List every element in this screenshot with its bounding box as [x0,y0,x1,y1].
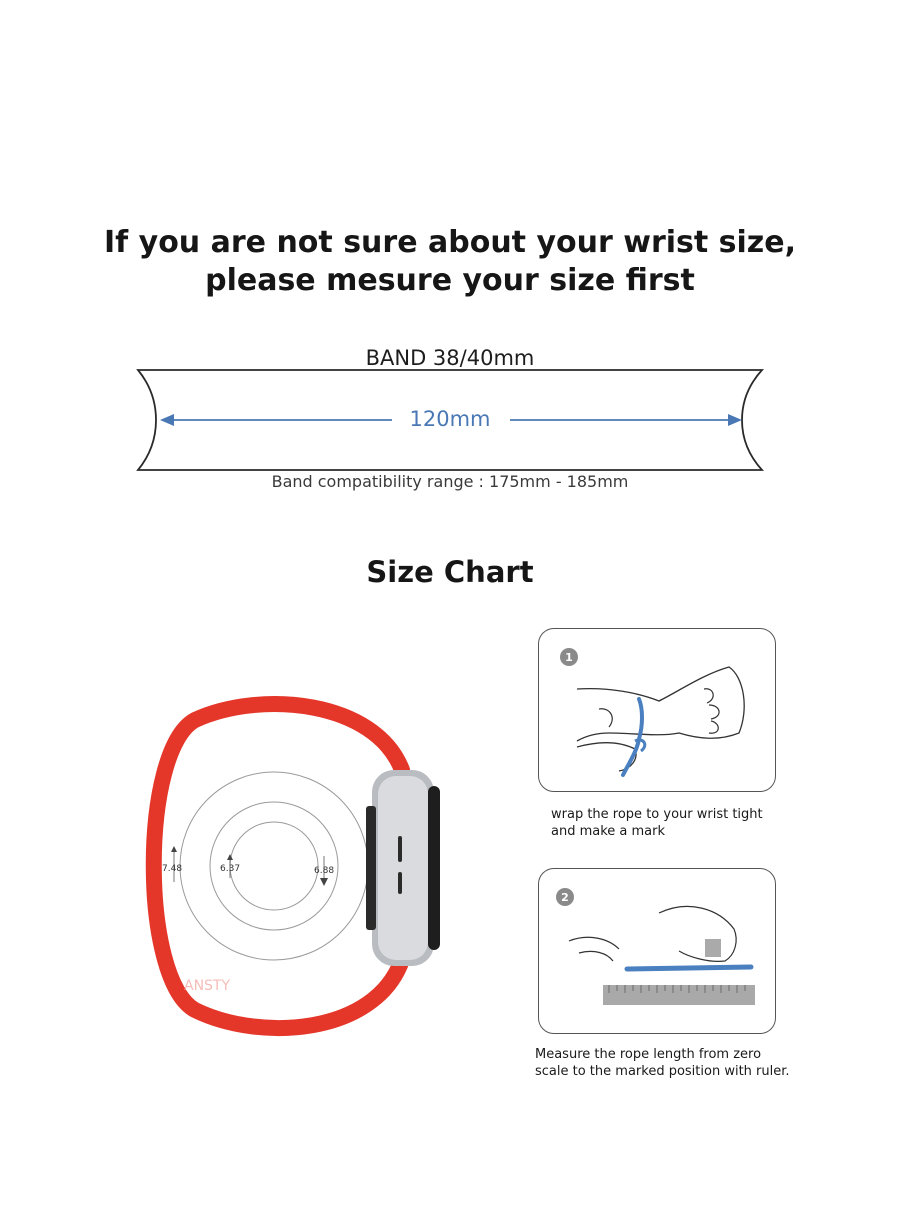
watermark: ANSTY [184,978,231,994]
wrist-wrap-illustration [539,629,775,791]
watch-crown [398,836,402,862]
step-2-caption-line-2: scale to the marked position with ruler. [535,1064,790,1079]
ring-small [230,822,318,910]
step-1-card [538,628,776,792]
band-length-label: 120mm [409,407,491,431]
headline-line-2: please mesure your size first [205,263,695,298]
ring-label-medium: 6.88 [314,866,335,876]
step-1-caption-line-2: and make a mark [551,824,666,839]
ring-label-large: 7.48 [162,864,183,874]
compatibility-range: Band compatibility range : 175mm - 185mm [271,472,629,491]
ring-label-small: 6.37 [220,864,241,874]
band-title: BAND 38/40mm [365,346,535,370]
ruler [603,985,755,1005]
step-1-number: 1 [565,651,573,664]
step-2-card [538,868,776,1034]
headline-line-1: If you are not sure about your wrist size, [103,225,797,260]
band-diagram [130,362,770,478]
step-1-caption [551,806,763,840]
step-2-caption [535,1046,790,1080]
watch-band-illustration [140,690,450,1044]
step-2-number: 2 [561,891,569,904]
watch-button [398,872,402,894]
step-1-caption-line-1: wrap the rope to your wrist tight [551,807,763,822]
headline [0,224,900,300]
size-chart-title: Size Chart [366,555,534,589]
ruler-measure-illustration [539,869,775,1033]
blue-rope [627,967,751,969]
step-2-caption-line-1: Measure the rope length from zero [535,1047,762,1062]
ring-large [180,772,368,960]
